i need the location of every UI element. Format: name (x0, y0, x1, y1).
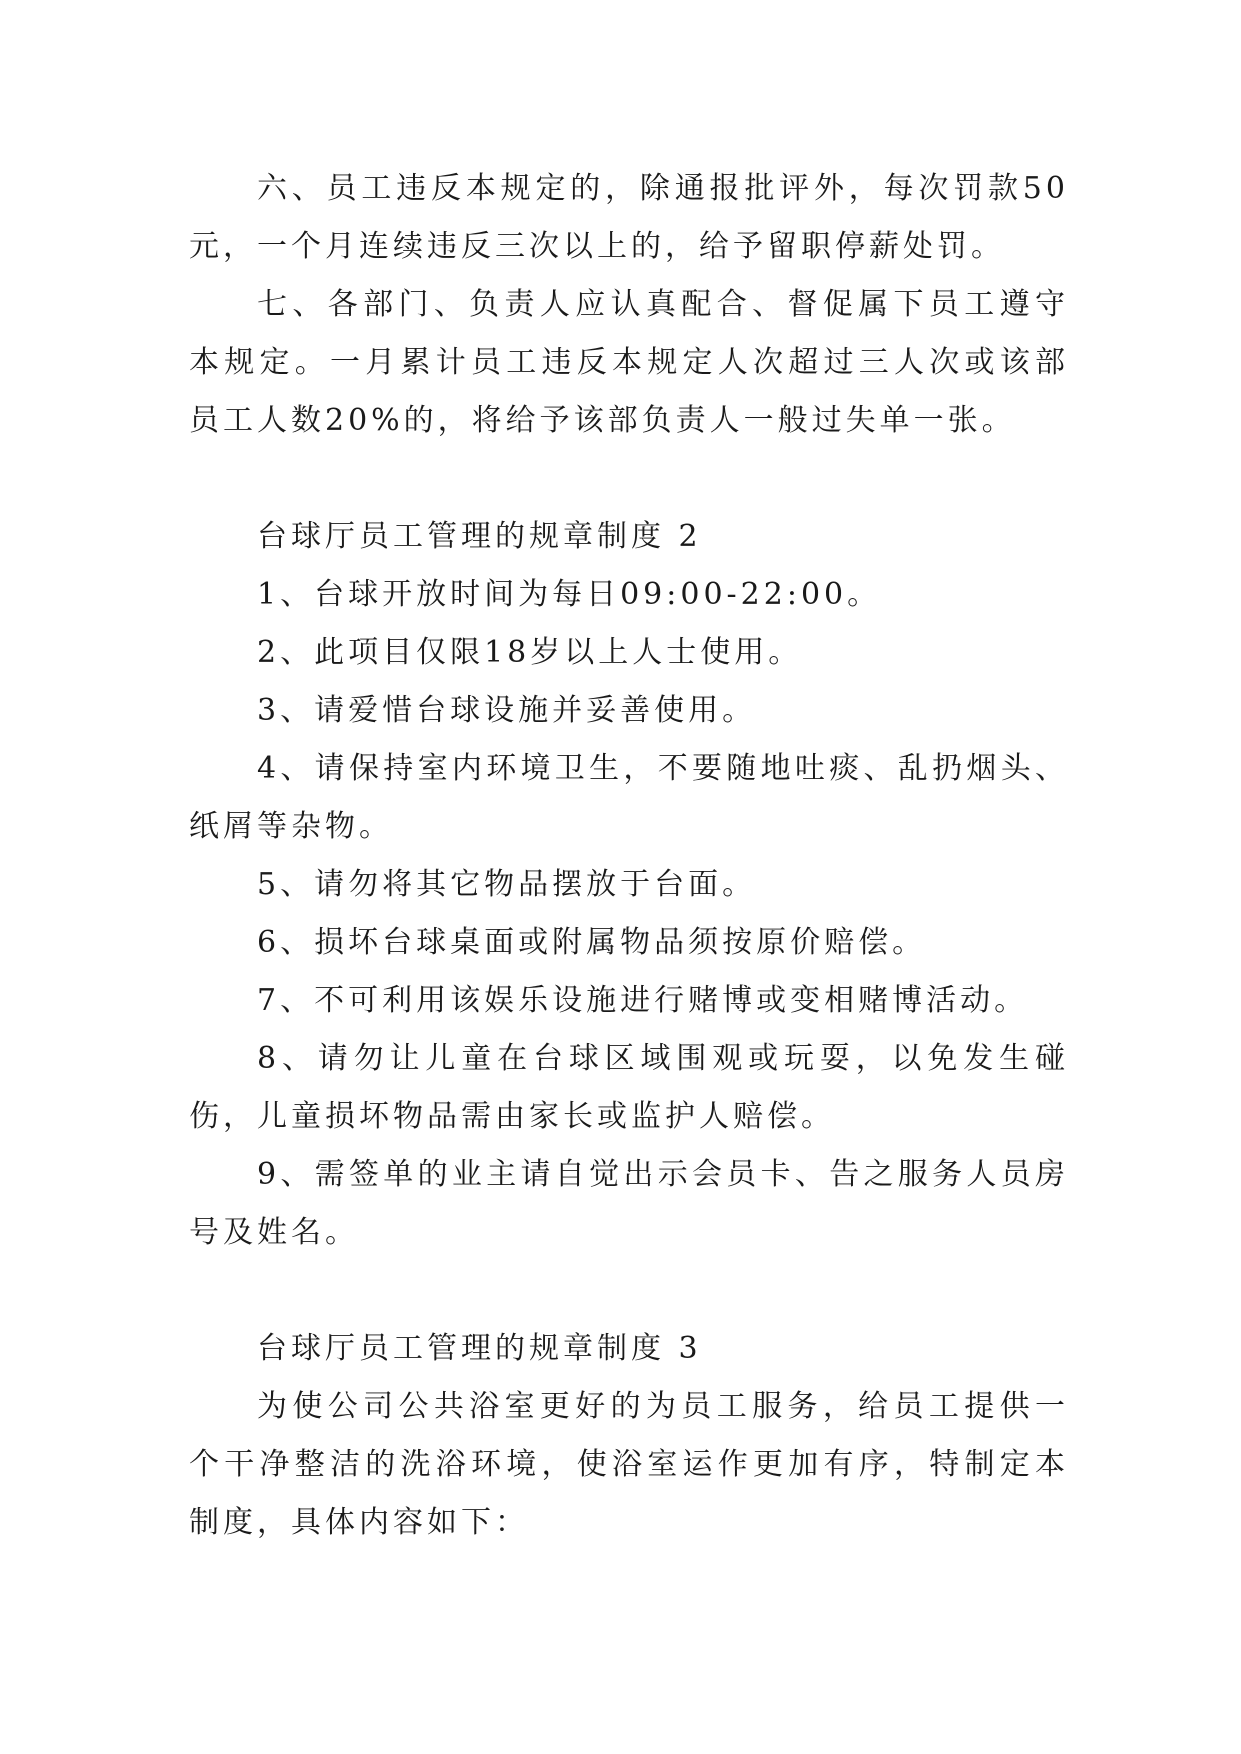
section-2-item-5: 5、请勿将其它物品摆放于台面。 (257, 867, 757, 902)
section-gap (189, 1262, 1069, 1320)
section-2-title: 台球厅员工管理的规章制度 2 (257, 519, 702, 554)
section-3-title: 台球厅员工管理的规章制度 3 (257, 1331, 702, 1366)
section-2-item-7: 7、不可利用该娱乐设施进行赌博或变相赌博活动。 (257, 983, 1029, 1018)
section-2-item-8: 8、请勿让儿童在台球区域围观或玩耍，以免发生碰伤，儿童损坏物品需由家长或监护人赔偿。 (189, 1041, 1069, 1134)
rule-paragraph-7: 七、各部门、负责人应认真配合、督促属下员工遵守本规定。一月累计员工违反本规定人次超过三人次或该部员工人数20%的，将给予该部负责人一般过失单一张。 (189, 287, 1069, 438)
section-2-item-4: 4、请保持室内环境卫生，不要随地吐痰、乱扔烟头、纸屑等杂物。 (189, 751, 1069, 844)
section-2-item-1: 1、台球开放时间为每日09:00-22:00。 (257, 577, 882, 612)
section-2-item-3: 3、请爱惜台球设施并妥善使用。 (257, 693, 757, 728)
section-2-item-6: 6、损坏台球桌面或附属物品须按原价赔偿。 (257, 925, 927, 960)
section-2-item-9: 9、需签单的业主请自觉出示会员卡、告之服务人员房号及姓名。 (189, 1157, 1069, 1250)
section-3-intro: 为使公司公共浴室更好的为员工服务，给员工提供一个干净整洁的洗浴环境，使浴室运作更加有序，特制定本制度，具体内容如下： (189, 1389, 1069, 1540)
section-2-item-2: 2、此项目仅限18岁以上人士使用。 (257, 635, 803, 670)
document-page (189, 160, 1069, 1552)
section-gap (189, 450, 1069, 508)
rule-paragraph-6: 六、员工违反本规定的，除通报批评外，每次罚款50元，一个月连续违反三次以上的，给予留职停薪处罚。 (189, 171, 1069, 264)
